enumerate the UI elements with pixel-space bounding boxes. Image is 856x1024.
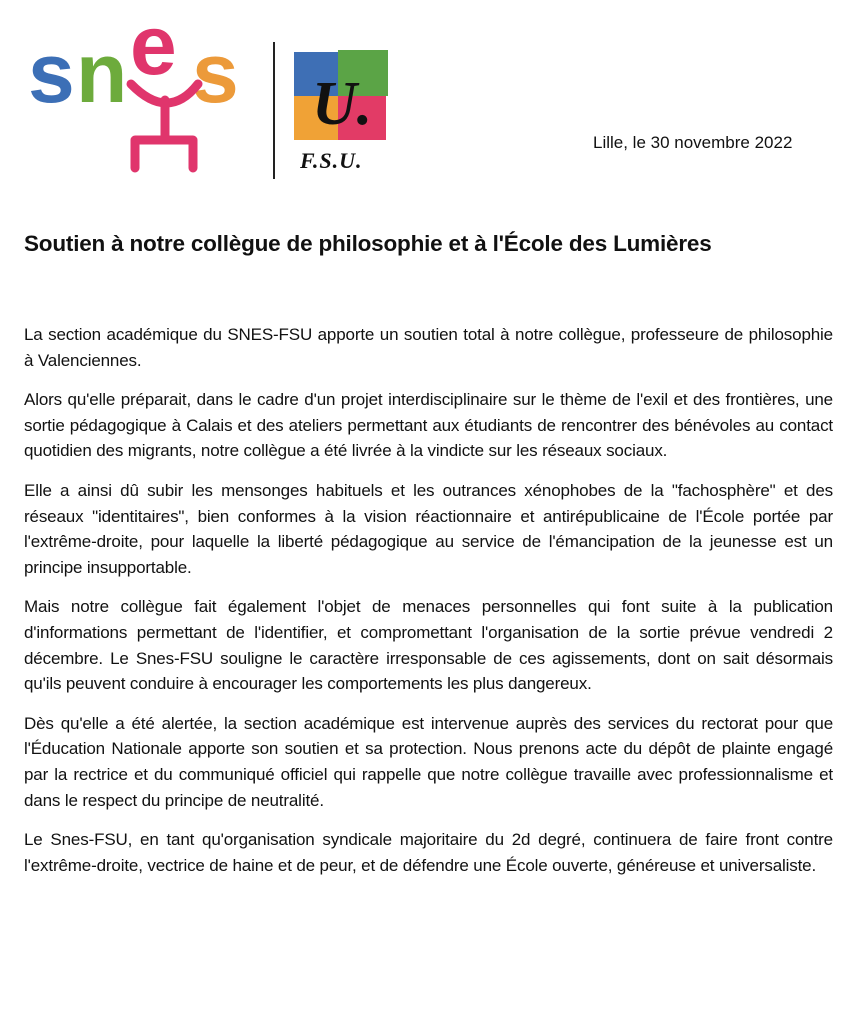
snes-logo	[28, 22, 239, 120]
snes-fsu-logo	[28, 22, 398, 187]
fsu-text: F.S.U.	[300, 148, 363, 173]
paragraph-1: La section académique du SNES-FSU apporte un soutien total à notre collègue, professeure de philosophie à Valenciennes.	[24, 325, 833, 370]
snes-letter-e: e	[130, 22, 177, 92]
paragraph-3: Elle a ainsi dû subir les mensonges habituels et les outrances xénophobes de la "fachosphère" et des réseaux "identitaires", bien conformes à la vision réactionnaire et antirépublicaine de l'École portée par l'extrême-droite, pour laquelle la liberté pédagogique au service de l'émancipation de la jeunesse est un principe insupportable.	[24, 480, 833, 577]
paragraph-5: Dès qu'elle a été alertée, la section académique est intervenue auprès des services du rectorat pour que l'Éducation Nationale apporte son soutien et sa protection. Nous prenons acte du dépôt de plainte engagé par la rectrice et du communiqué officiel qui rappelle que notre collègue travaille avec professionnalisme et dans le respect du principe de neutralité.	[24, 713, 833, 810]
fsu-logo	[294, 50, 388, 173]
document-date: Lille, le 30 novembre 2022	[593, 133, 793, 152]
snes-figure-icon	[131, 84, 198, 168]
paragraph-6: Le Snes-FSU, en tant qu'organisation syndicale majoritaire du 2d degré, continuera de faire front contre l'extrême-droite, vectrice de haine et de peur, et de défendre une École ouverte, généreuse et universaliste.	[24, 830, 833, 875]
document-body	[24, 322, 833, 892]
snes-letter-s: s	[28, 26, 75, 120]
paragraph-2: Alors qu'elle préparait, dans le cadre d'un projet interdisciplinaire sur le thème de l'exil et des frontières, une sortie pédagogique à Calais et des ateliers permettant aux étudiants de rencontrer des bénévoles au contact quotidien des migrants, notre collègue a été livrée à la vindicte sur les réseaux sociaux.	[24, 390, 833, 461]
document-title: Soutien à notre collègue de philosophie et à l'École des Lumières	[24, 231, 712, 256]
fsu-letter-u: U.	[312, 70, 373, 138]
snes-letter-s2: s	[192, 26, 239, 120]
snes-letter-n: n	[76, 26, 128, 120]
paragraph-4: Mais notre collègue fait également l'objet de menaces personnelles qui font suite à la publication d'informations permettant de l'identifier, et compromettant l'organisation de la sortie prévue vendredi 2 décembre. Le Snes-FSU souligne le caractère irresponsable de ces agissements, dont on sait désormais qu'ils peuvent conduire à encourager les comportements les plus dangereux.	[24, 597, 833, 694]
